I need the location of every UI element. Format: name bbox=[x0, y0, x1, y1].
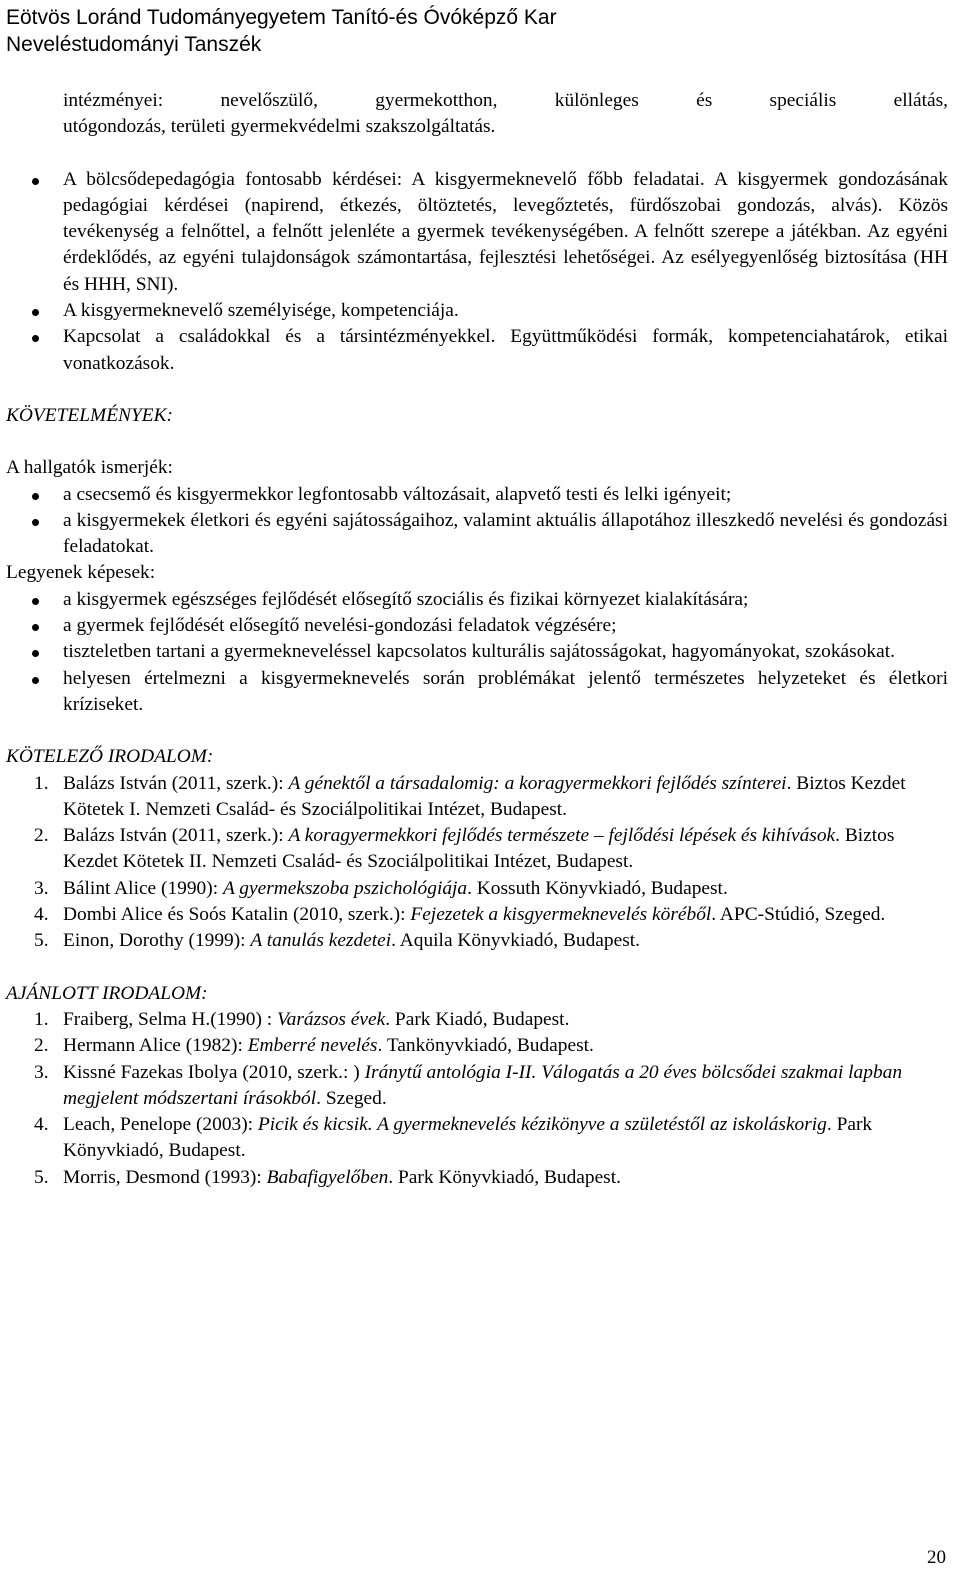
bullet-icon bbox=[32, 309, 39, 316]
list-item: 3. Kissné Fazekas Ibolya (2010, szerk.: ) Iránytű antológia I-II. Válogatás a 20 éves bölcsődei szakmai lapban megjelent módszertani írásokból. Szeged. bbox=[34, 1061, 903, 1109]
bullet-icon bbox=[32, 598, 39, 605]
list-item: helyesen értelmezni a kisgyermeknevelés során problémákat jelentő természetes helyzeteket és életkori kríziseket. bbox=[6, 666, 948, 719]
bullet-icon bbox=[32, 650, 39, 657]
list-item: 2. Balázs István (2011, szerk.): A koragyermekkori fejlődés természete – fejlődési lépések és kihívások. Biztos Kezdet Kötetek II. Nemzeti Család- és Szociálpolitikai Intézet, Budapest. bbox=[34, 825, 895, 873]
able-intro: Legyenek képesek: bbox=[6, 562, 156, 584]
list-item: Kapcsolat a családokkal és a társintézményekkel. Együttműködési formák, kompetenciahatárok, etikai vonatkozások. bbox=[6, 324, 948, 377]
bullet-icon bbox=[32, 178, 39, 185]
list-item: a kisgyermek egészséges fejlődését elősegítő szociális és fizikai környezet kialakítására; bbox=[6, 587, 948, 613]
recommended-literature-heading: AJÁNLOTT IRODALOM: bbox=[6, 982, 208, 1004]
mandatory-literature-list bbox=[6, 771, 948, 955]
list-item: A kisgyermeknevelő személyisége, kompetenciája. bbox=[6, 298, 948, 324]
continued-line-1: intézményei: nevelőszülő, gyermekotthon, különleges és speciális ellátás, bbox=[63, 90, 948, 111]
know-list bbox=[6, 482, 948, 561]
list-item: a csecsemő és kisgyermekkor legfontosabb változásait, alapvető testi és lelki igényeit; bbox=[6, 482, 948, 508]
list-item: 4. Leach, Penelope (2003): Picik és kicsik. A gyermeknevelés kézikönyve a születéstől az iskoláskorig. Park Könyvkiadó, Budapest. bbox=[34, 1114, 873, 1162]
list-item: 4. Dombi Alice és Soós Katalin (2010, szerk.): Fejezetek a kisgyermeknevelés köréből. APC-Stúdió, Szeged. bbox=[34, 904, 886, 926]
header-institution: Eötvös Loránd Tudományegyetem Tanító-és Óvóképző Kar bbox=[6, 6, 557, 29]
list-item: 2. Hermann Alice (1982): Emberré nevelés. Tankönyvkiadó, Budapest. bbox=[34, 1035, 594, 1057]
list-item: 5. Einon, Dorothy (1999): A tanulás kezdetei. Aquila Könyvkiadó, Budapest. bbox=[34, 930, 640, 952]
continued-paragraph bbox=[6, 88, 948, 141]
bullet-icon bbox=[32, 335, 39, 342]
bullet-icon bbox=[32, 493, 39, 500]
bullet-icon bbox=[32, 519, 39, 526]
bullet-icon bbox=[32, 677, 39, 684]
continued-line-2: utógondozás, területi gyermekvédelmi szakszolgáltatás. bbox=[63, 116, 496, 138]
list-item: 3. Bálint Alice (1990): A gyermekszoba pszichológiája. Kossuth Könyvkiadó, Budapest. bbox=[34, 877, 728, 899]
recommended-literature-list bbox=[6, 1007, 948, 1191]
list-item: 1. Balázs István (2011, szerk.): A génektől a társadalomig: a koragyermekkori fejlődés színterei. Biztos Kezdet Kötetek I. Nemzeti Család- és Szociálpolitikai Intézet, Budapest. bbox=[34, 772, 906, 820]
page-number: 20 bbox=[927, 1547, 946, 1568]
able-list bbox=[6, 587, 948, 718]
list-item: 1. Fraiberg, Selma H.(1990) : Varázsos évek. Park Kiadó, Budapest. bbox=[34, 1008, 570, 1030]
page-header bbox=[6, 4, 557, 58]
list-item: tiszteletben tartani a gyermekneveléssel kapcsolatos kulturális sajátosságokat, hagyományokat, szokásokat. bbox=[6, 639, 948, 665]
list-item: 5. Morris, Desmond (1993): Babafigyelőben. Park Könyvkiadó, Budapest. bbox=[34, 1166, 621, 1188]
bullet-icon bbox=[32, 624, 39, 631]
document-body bbox=[6, 88, 948, 1191]
list-item: a gyermek fejlődését elősegítő nevelési-gondozási feladatok végzésére; bbox=[6, 613, 948, 639]
list-item: A bölcsődepedagógia fontosabb kérdései: A kisgyermeknevelő főbb feladatai. A kisgyermek gondozásának pedagógiai kérdései (napirend, étkezés, öltöztetés, levegőztetés, fürdőszobai gondozás, alvás). Közös tevékenység a felnőttel, a felnőtt jelenléte a gyermek tevékenységében. A felnőtt szerepe a játékban. Az egyéni érdeklődés, az egyéni tulajdonságok számontartása, fejlesztési lehetőségei. Az esélyegyenlőség biztosítása (HH és HHH, SNI). bbox=[6, 167, 948, 298]
requirements-heading: KÖVETELMÉNYEK: bbox=[6, 404, 173, 426]
mandatory-literature-heading: KÖTELEZŐ IRODALOM: bbox=[6, 746, 214, 768]
topic-list bbox=[6, 167, 948, 377]
list-item: a kisgyermekek életkori és egyéni sajátosságaihoz, valamint aktuális állapotához illeszkedő nevelési és gondozási feladatokat. bbox=[6, 508, 948, 561]
know-intro: A hallgatók ismerjék: bbox=[6, 457, 173, 479]
header-department: Neveléstudományi Tanszék bbox=[6, 33, 262, 56]
